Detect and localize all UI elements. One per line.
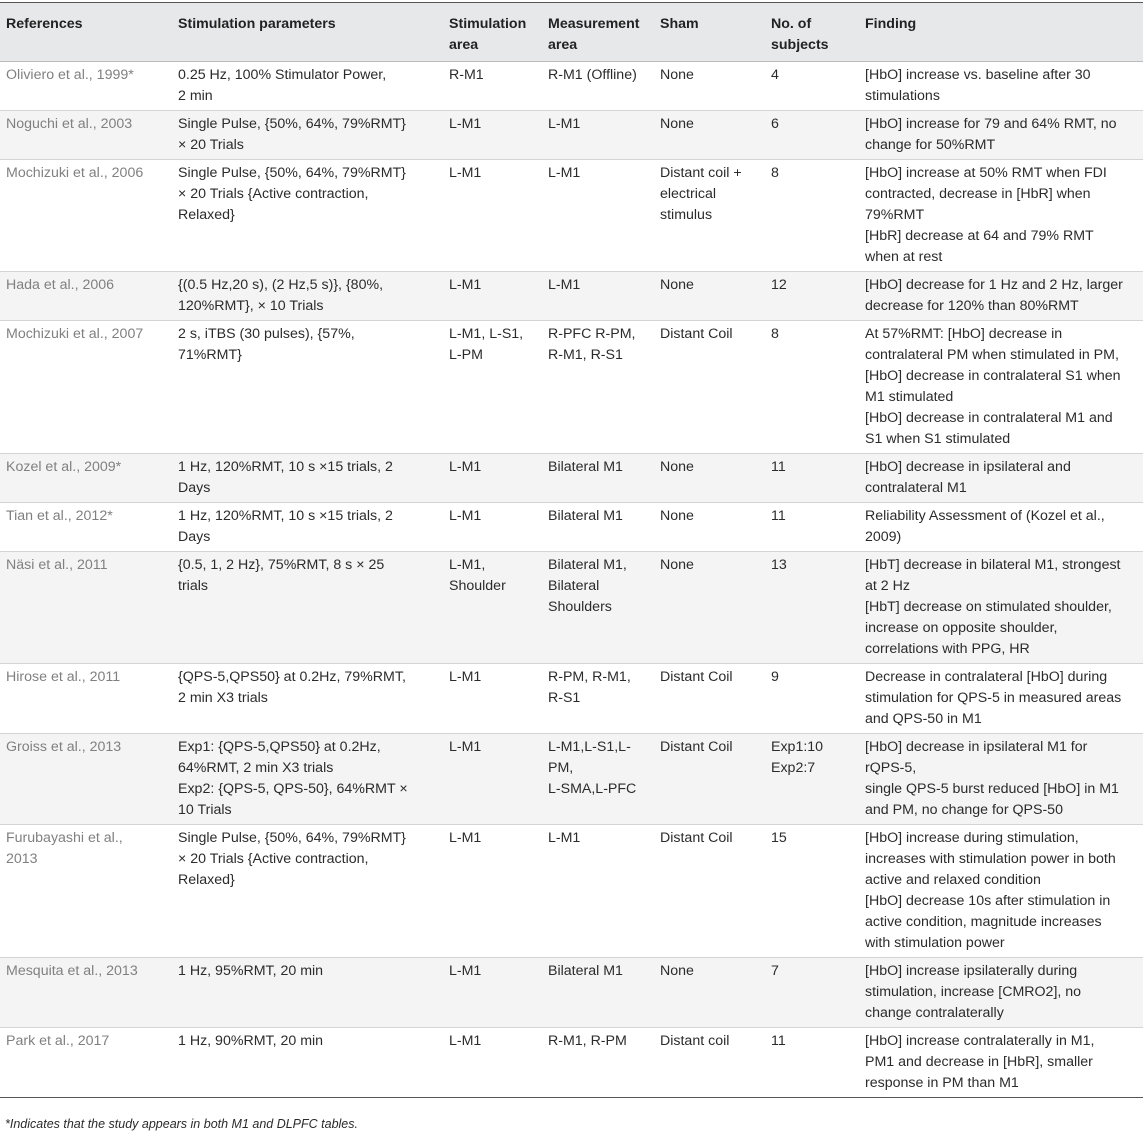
- cell-finding: [HbT] decrease in bilateral M1, strongest at 2 Hz [HbT] decrease on stimulated shoulder, increase on opposite shoulder, correlations with PPG, HR: [859, 552, 1143, 664]
- cell-subjects: 11: [765, 454, 859, 503]
- cell-reference: Mochizuki et al., 2006: [0, 160, 172, 272]
- cell-measurement-area: R-M1 (Offline): [542, 62, 654, 111]
- table-row: [0, 111, 1143, 160]
- cell-stimulation-parameters: Single Pulse, {50%, 64%, 79%RMT} × 20 Trials {Active contraction, Relaxed}: [172, 825, 443, 958]
- table-row: [0, 454, 1143, 503]
- cell-finding: [HbO] decrease for 1 Hz and 2 Hz, larger decrease for 120% than 80%RMT: [859, 272, 1143, 321]
- cell-measurement-area: L-M1,L-S1,L- PM, L-SMA,L-PFC: [542, 734, 654, 825]
- cell-stimulation-area: L-M1: [443, 160, 542, 272]
- cell-stimulation-parameters: {0.5, 1, 2 Hz}, 75%RMT, 8 s × 25 trials: [172, 552, 443, 664]
- cell-stimulation-parameters: 1 Hz, 120%RMT, 10 s ×15 trials, 2 Days: [172, 454, 443, 503]
- cell-reference: Näsi et al., 2011: [0, 552, 172, 664]
- table-row: [0, 552, 1143, 664]
- cell-measurement-area: Bilateral M1: [542, 503, 654, 552]
- cell-stimulation-parameters: Exp1: {QPS-5,QPS50} at 0.2Hz, 64%RMT, 2 min X3 trials Exp2: {QPS-5, QPS-50}, 64%RMT × 10 Trials: [172, 734, 443, 825]
- cell-stimulation-area: L-M1: [443, 272, 542, 321]
- cell-reference: Mesquita et al., 2013: [0, 958, 172, 1028]
- cell-stimulation-area: L-M1: [443, 664, 542, 734]
- cell-finding: Reliability Assessment of (Kozel et al., 2009): [859, 503, 1143, 552]
- header-measurement-area: Measurement area: [542, 3, 654, 62]
- cell-measurement-area: L-M1: [542, 272, 654, 321]
- cell-reference: Mochizuki et al., 2007: [0, 321, 172, 454]
- cell-subjects: 12: [765, 272, 859, 321]
- cell-reference: Furubayashi et al., 2013: [0, 825, 172, 958]
- cell-subjects: 9: [765, 664, 859, 734]
- cell-finding: [HbO] increase for 79 and 64% RMT, no change for 50%RMT: [859, 111, 1143, 160]
- table-footnote: *Indicates that the study appears in both M1 and DLPFC tables.: [5, 1117, 358, 1131]
- cell-stimulation-parameters: 1 Hz, 90%RMT, 20 min: [172, 1028, 443, 1098]
- cell-sham: Distant coil + electrical stimulus: [654, 160, 765, 272]
- cell-measurement-area: R-M1, R-PM: [542, 1028, 654, 1098]
- cell-reference: Oliviero et al., 1999*: [0, 62, 172, 111]
- cell-subjects: 15: [765, 825, 859, 958]
- header-row: [0, 3, 1143, 62]
- cell-stimulation-area: L-M1: [443, 454, 542, 503]
- cell-sham: None: [654, 958, 765, 1028]
- cell-measurement-area: R-PFC R-PM, R-M1, R-S1: [542, 321, 654, 454]
- table-row: [0, 1028, 1143, 1098]
- cell-stimulation-area: L-M1: [443, 1028, 542, 1098]
- cell-reference: Hada et al., 2006: [0, 272, 172, 321]
- header-stimulation-area: Stimulation area: [443, 3, 542, 62]
- cell-finding: Decrease in contralateral [HbO] during stimulation for QPS-5 in measured areas and QPS-50 in M1: [859, 664, 1143, 734]
- cell-reference: Kozel et al., 2009*: [0, 454, 172, 503]
- cell-finding: [HbO] increase at 50% RMT when FDI contracted, decrease in [HbR] when 79%RMT [HbR] decrease at 64 and 79% RMT when at rest: [859, 160, 1143, 272]
- header-sham: Sham: [654, 3, 765, 62]
- table-row: [0, 62, 1143, 111]
- cell-measurement-area: Bilateral M1: [542, 454, 654, 503]
- cell-subjects: 4: [765, 62, 859, 111]
- table-row: [0, 160, 1143, 272]
- cell-stimulation-parameters: 0.25 Hz, 100% Stimulator Power, 2 min: [172, 62, 443, 111]
- cell-measurement-area: Bilateral M1, Bilateral Shoulders: [542, 552, 654, 664]
- cell-reference: Groiss et al., 2013: [0, 734, 172, 825]
- cell-subjects: 8: [765, 321, 859, 454]
- cell-stimulation-area: L-M1: [443, 958, 542, 1028]
- cell-finding: At 57%RMT: [HbO] decrease in contralateral PM when stimulated in PM, [HbO] decrease in contralateral S1 when M1 stimulated [HbO] decrease in contralateral M1 and S1 when S1 stimulated: [859, 321, 1143, 454]
- cell-finding: [HbO] decrease in ipsilateral M1 for rQPS-5, single QPS-5 burst reduced [HbO] in M1 and PM, no change for QPS-50: [859, 734, 1143, 825]
- cell-reference: Tian et al., 2012*: [0, 503, 172, 552]
- table-row: [0, 321, 1143, 454]
- cell-reference: Park et al., 2017: [0, 1028, 172, 1098]
- table-row: [0, 503, 1143, 552]
- cell-sham: Distant Coil: [654, 321, 765, 454]
- cell-stimulation-parameters: 2 s, iTBS (30 pulses), {57%, 71%RMT}: [172, 321, 443, 454]
- cell-finding: [HbO] increase vs. baseline after 30 stimulations: [859, 62, 1143, 111]
- cell-reference: Hirose et al., 2011: [0, 664, 172, 734]
- cell-measurement-area: L-M1: [542, 825, 654, 958]
- cell-sham: Distant Coil: [654, 825, 765, 958]
- table-row: [0, 734, 1143, 825]
- cell-sham: Distant Coil: [654, 664, 765, 734]
- cell-sham: None: [654, 62, 765, 111]
- cell-sham: None: [654, 272, 765, 321]
- cell-subjects: 6: [765, 111, 859, 160]
- cell-subjects: Exp1:10 Exp2:7: [765, 734, 859, 825]
- cell-measurement-area: Bilateral M1: [542, 958, 654, 1028]
- cell-finding: [HbO] decrease in ipsilateral and contralateral M1: [859, 454, 1143, 503]
- cell-stimulation-parameters: 1 Hz, 95%RMT, 20 min: [172, 958, 443, 1028]
- header-stimulation-parameters: Stimulation parameters: [172, 3, 443, 62]
- cell-stimulation-area: L-M1: [443, 825, 542, 958]
- cell-finding: [HbO] increase ipsilaterally during stimulation, increase [CMRO2], no change contralaterally: [859, 958, 1143, 1028]
- cell-reference: Noguchi et al., 2003: [0, 111, 172, 160]
- cell-measurement-area: L-M1: [542, 160, 654, 272]
- cell-stimulation-area: L-M1: [443, 734, 542, 825]
- table-row: [0, 664, 1143, 734]
- cell-sham: None: [654, 552, 765, 664]
- cell-subjects: 8: [765, 160, 859, 272]
- cell-sham: Distant coil: [654, 1028, 765, 1098]
- cell-sham: None: [654, 503, 765, 552]
- table-row: [0, 825, 1143, 958]
- cell-sham: None: [654, 111, 765, 160]
- table-row: [0, 958, 1143, 1028]
- header-subjects: No. of subjects: [765, 3, 859, 62]
- cell-finding: [HbO] increase during stimulation, increases with stimulation power in both active and relaxed condition [HbO] decrease 10s after stimulation in active condition, magnitude increases with stimulation power: [859, 825, 1143, 958]
- cell-subjects: 7: [765, 958, 859, 1028]
- cell-stimulation-parameters: 1 Hz, 120%RMT, 10 s ×15 trials, 2 Days: [172, 503, 443, 552]
- cell-stimulation-parameters: Single Pulse, {50%, 64%, 79%RMT} × 20 Trials {Active contraction, Relaxed}: [172, 160, 443, 272]
- cell-stimulation-area: L-M1: [443, 111, 542, 160]
- cell-sham: None: [654, 454, 765, 503]
- studies-table: [0, 2, 1143, 1098]
- cell-measurement-area: L-M1: [542, 111, 654, 160]
- cell-stimulation-parameters: {QPS-5,QPS50} at 0.2Hz, 79%RMT, 2 min X3 trials: [172, 664, 443, 734]
- cell-stimulation-area: L-M1, Shoulder: [443, 552, 542, 664]
- header-finding: Finding: [859, 3, 1143, 62]
- cell-stimulation-area: R-M1: [443, 62, 542, 111]
- cell-sham: Distant Coil: [654, 734, 765, 825]
- table-row: [0, 272, 1143, 321]
- cell-subjects: 13: [765, 552, 859, 664]
- header-references: References: [0, 3, 172, 62]
- cell-stimulation-area: L-M1: [443, 503, 542, 552]
- cell-stimulation-area: L-M1, L-S1, L-PM: [443, 321, 542, 454]
- cell-subjects: 11: [765, 1028, 859, 1098]
- cell-subjects: 11: [765, 503, 859, 552]
- cell-stimulation-parameters: Single Pulse, {50%, 64%, 79%RMT} × 20 Trials: [172, 111, 443, 160]
- cell-measurement-area: R-PM, R-M1, R-S1: [542, 664, 654, 734]
- cell-stimulation-parameters: {(0.5 Hz,20 s), (2 Hz,5 s)}, {80%, 120%RMT}, × 10 Trials: [172, 272, 443, 321]
- cell-finding: [HbO] increase contralaterally in M1, PM1 and decrease in [HbR], smaller response in PM than M1: [859, 1028, 1143, 1098]
